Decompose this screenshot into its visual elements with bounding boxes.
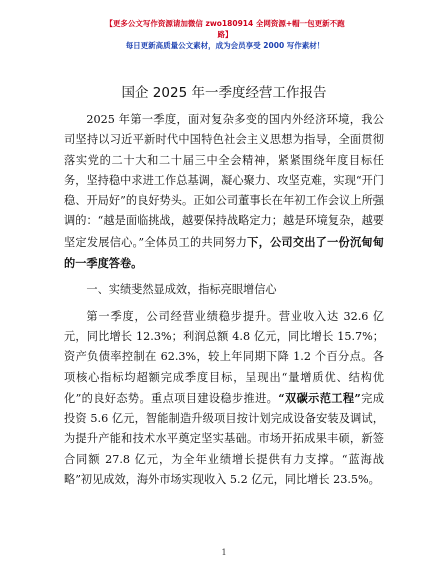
section-1-paragraph <box>64 307 384 491</box>
intro-text: 2025 年第一季度，面对复杂多变的国内外经济环境，我公司坚持以习近平新时代中国特色社会主义思想为指导，全面贯彻落实党的二十大和二十届三中全会精神，紧紧围绕年度目标任务，坚持稳中求进工作总基调，凝心聚力、攻坚克难，实现“开门稳、开局好”的良好势头。正如公司董事长在年初工作会议上所强调的：“越是面临挑战，越要保持战略定力；越是环境复杂，越要坚定发展信心。”全体员工的共同努力 <box>64 113 384 249</box>
intro-paragraph <box>64 110 384 274</box>
section-heading-1: 一、实绩斐然显成效，指标亮眼增信心 <box>86 283 277 297</box>
promo-line-1: 【更多公文写作资源请加微信 zwo180914 全网资源+帽一包更新不跑路】 <box>105 19 345 39</box>
section-1-bold-text: “双碳示范工程” <box>278 390 361 405</box>
promo-line-2: 每日更新高质量公文素材，成为会员享受 2000 写作素材！ <box>125 41 325 50</box>
promo-banner <box>100 18 350 51</box>
document-title: 国企 2025 年一季度经营工作报告 <box>121 85 327 101</box>
page-number: 1 <box>221 548 227 557</box>
section-1-text-b: 完成投资 5.6 亿元，智能制造升级项目按计划完成设备安装及调试，为提升产能和技术水平奠定坚实基础。市场开拓成果丰硕，新签合同额 27.8 亿元，为全年业绩增长提供有力支撑。“蓝海战略”初见成效，海外市场实现收入 5.2 亿元，同比增长 23.5%。 <box>64 391 384 487</box>
intro-bold-text: 下，公司交出了一份沉甸甸的一季度答卷。 <box>64 234 384 271</box>
document-body <box>64 110 384 490</box>
section-1-text-a: 第一季度，公司经营业绩稳步提升。营业收入达 32.6 亿元，同比增长 12.3%；利润总额 4.8 亿元，同比增长 15.7%；资产负债率控制在 62.3%，较上年同期下降 1.2 个百分点。各项核心指标均超额完成季度目标，呈现出“量增质优、结构优化”的良好态势。重点项目建设稳步推进。 <box>64 309 384 405</box>
